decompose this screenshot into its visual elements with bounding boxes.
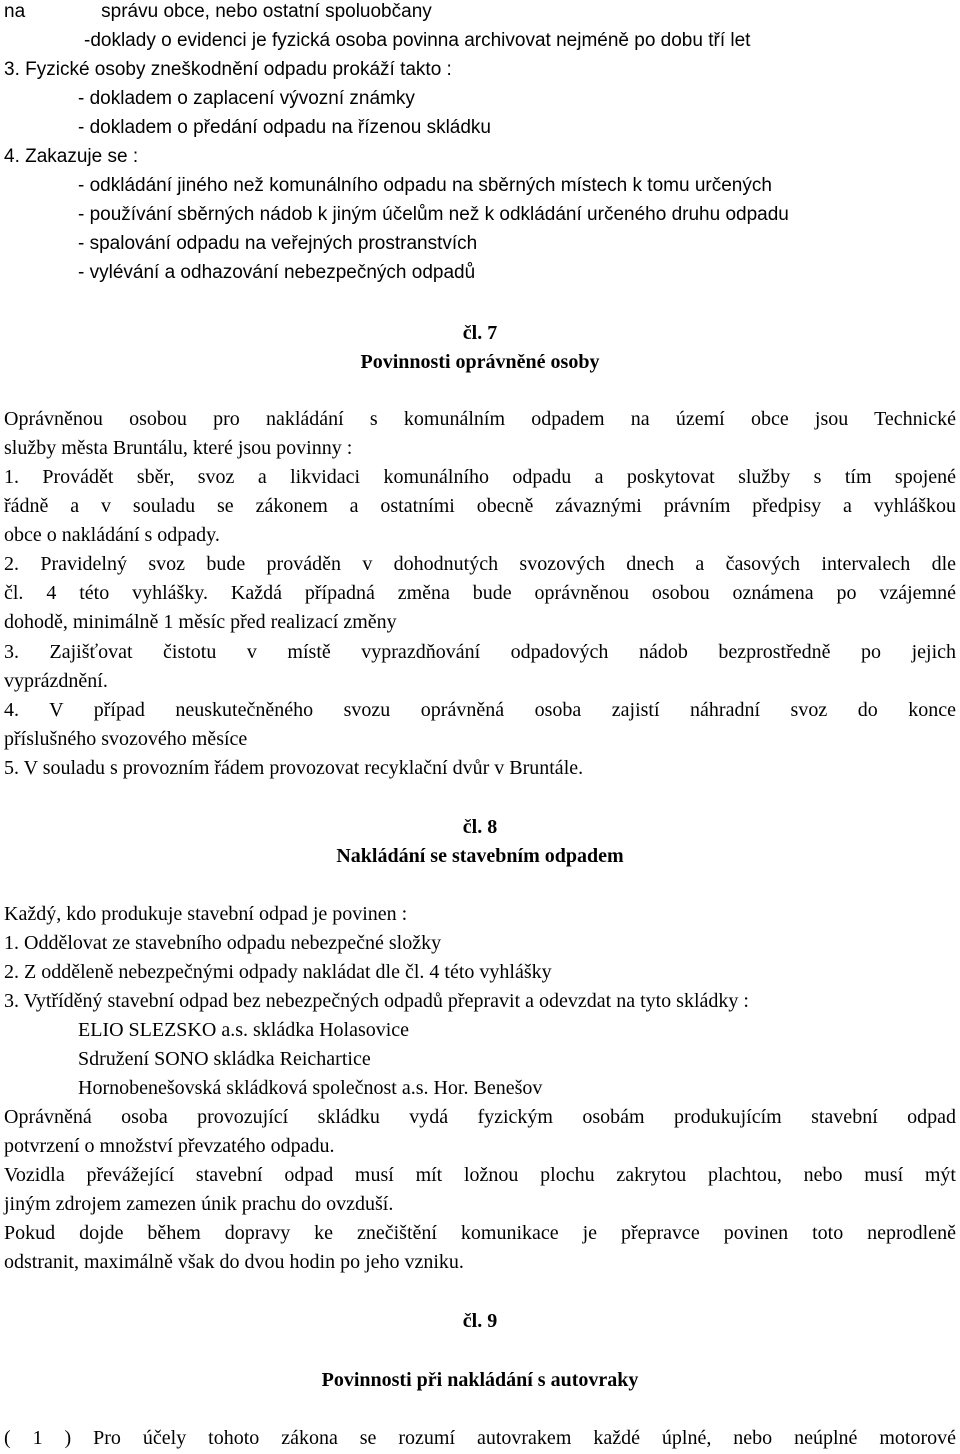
article-title: Povinnosti oprávněné osoby <box>360 351 600 373</box>
article-number: čl. 8 <box>462 816 498 838</box>
paragraph-line: ( 1 ) Pro účely tohoto zákona se rozumí autovrakem každé úplné, nebo neúplné motorové <box>4 1427 956 1449</box>
article-title: Povinnosti při nakládání s autovraky <box>321 1369 639 1391</box>
paragraph-line: potvrzení o množství převzatého odpadu. <box>4 1135 335 1157</box>
article-title: Nakládání se stavebním odpadem <box>336 845 624 867</box>
list-item: 1. Oddělovat ze stavebního odpadu nebezpečné složky <box>4 932 442 954</box>
article-number: čl. 9 <box>462 1310 498 1332</box>
paragraph-line: služby města Bruntálu, které jsou povinny : <box>4 437 353 459</box>
paragraph-line: Oprávněnou osobou pro nakládání s komunálním odpadem na území obce jsou Technické <box>4 408 956 430</box>
paragraph-line: 1. Provádět sběr, svoz a likvidaci komunálního odpadu a poskytovat služby s tím spojené <box>4 466 956 488</box>
list-item: - dokladem o zaplacení vývozní známky <box>78 88 415 109</box>
list-item: 2. Z odděleně nebezpečnými odpady nakládat dle čl. 4 této vyhlášky <box>4 961 552 983</box>
paragraph-line: 4. V případ neuskutečněného svozu oprávněná osoba zajistí náhradní svoz do konce <box>4 699 956 721</box>
paragraph-line: řádně a v souladu se zákonem a ostatními obecně závaznými právním předpisy a vyhláškou <box>4 495 956 517</box>
text-fragment: správu obce, nebo ostatní spoluobčany <box>101 1 432 22</box>
article-number: čl. 7 <box>462 322 498 344</box>
paragraph-line: obce o nakládání s odpady. <box>4 524 220 546</box>
paragraph-line: příslušného svozového měsíce <box>4 728 248 750</box>
paragraph-line: vyprázdnění. <box>4 670 108 692</box>
list-item: - spalování odpadu na veřejných prostranstvích <box>78 233 478 254</box>
paragraph-line: čl. 4 této vyhlášky. Každá případná změna bude oprávněnou osobou oznámena po vzájemné <box>4 582 956 604</box>
paragraph-line: odstranit, maximálně však do dvou hodin po jeho vzniku. <box>4 1251 464 1273</box>
list-item: - dokladem o předání odpadu na řízenou skládku <box>78 117 491 138</box>
text-line <box>4 0 956 24</box>
list-item-heading: 4. Zakazuje se : <box>4 146 139 167</box>
landfill-item: Sdružení SONO skládka Reichartice <box>78 1048 371 1070</box>
paragraph-line: 2. Pravidelný svoz bude prováděn v dohodnutých svozových dnech a časových intervalech dle <box>4 553 956 575</box>
list-item: - odkládání jiného než komunálního odpadu na sběrných místech k tomu určených <box>78 175 772 196</box>
paragraph-line: 5. V souladu s provozním řádem provozovat recyklační dvůr v Bruntále. <box>4 757 584 779</box>
paragraph-line: Každý, kdo produkuje stavební odpad je povinen : <box>4 903 408 925</box>
list-item-heading: 3. Fyzické osoby zneškodnění odpadu prokáží takto : <box>4 59 452 80</box>
list-item: - vylévání a odhazování nebezpečných odpadů <box>78 262 476 283</box>
paragraph-line: Vozidla převážející stavební odpad musí mít ložnou plochu zakrytou plachtou, nebo musí mýt <box>4 1164 956 1186</box>
landfill-item: Hornobenešovská skládková společnost a.s. Hor. Benešov <box>78 1077 543 1099</box>
paragraph-line: jiným zdrojem zamezen únik prachu do ovzduší. <box>4 1193 394 1215</box>
text-fragment: na <box>4 1 26 22</box>
text-line: -doklady o evidenci je fyzická osoba povinna archivovat nejméně po dobu tří let <box>84 30 751 51</box>
paragraph-line: Pokud dojde během dopravy ke znečištění komunikace je přepravce povinen toto neprodleně <box>4 1222 956 1244</box>
list-item: 3. Vytříděný stavební odpad bez nebezpečných odpadů přepravit a odevzdat na tyto skládky : <box>4 990 749 1012</box>
landfill-item: ELIO SLEZSKO a.s. skládka Holasovice <box>78 1019 410 1041</box>
paragraph-line: 3. Zajišťovat čistotu v místě vyprazdňování odpadových nádob bezprostředně po jejich <box>4 641 956 663</box>
list-item: - používání sběrných nádob k jiným účelům než k odkládání určeného druhu odpadu <box>78 204 789 225</box>
paragraph-line: Oprávněná osoba provozující skládku vydá fyzickým osobám produkujícím stavební odpad <box>4 1106 956 1128</box>
paragraph-line: dohodě, minimálně 1 měsíc před realizací změny <box>4 611 397 633</box>
